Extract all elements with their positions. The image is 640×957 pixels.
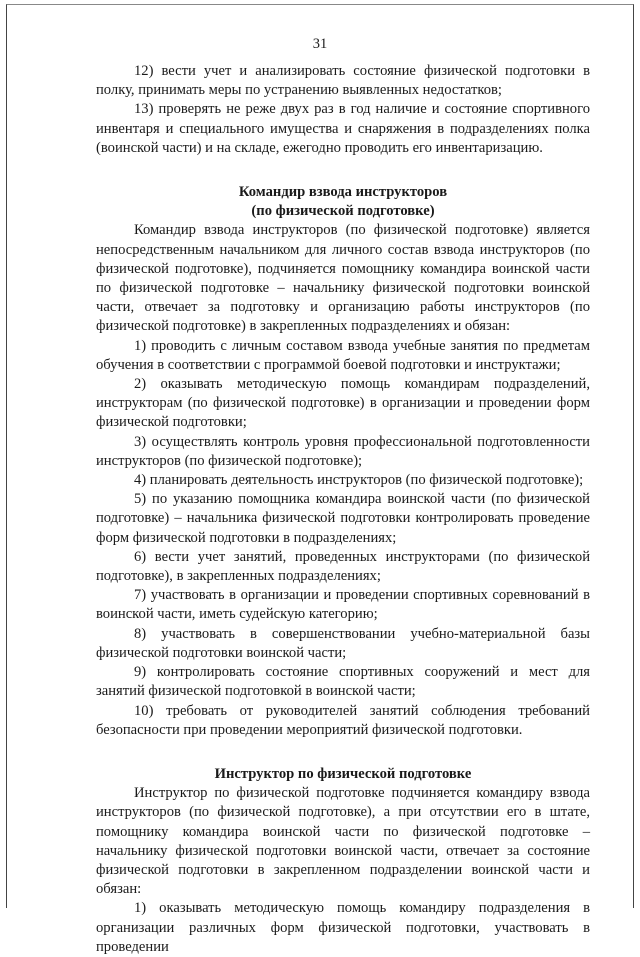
platoon-duty-9: 9) контролировать состояние спортивных сооружений и мест для занятий физической подготовкой в воинской части; — [96, 664, 590, 700]
platoon-duty-8: 8) участвовать в совершенствовании учебно-материальной базы физической подготовки воинской части; — [96, 625, 590, 661]
section-heading-platoon-line1: Командир взвода инструкторов — [238, 184, 448, 201]
platoon-duty-3: 3) осуществлять контроль уровня профессиональной подготовленности инструкторов (по физической подготовке); — [96, 433, 590, 469]
platoon-duty-4: 4) планировать деятельность инструкторов (по физической подготовке); — [134, 472, 584, 489]
document-body — [96, 62, 590, 957]
platoon-duty-7: 7) участвовать в организации и проведении спортивных соревнований в воинской части, иметь судейскую категорию; — [96, 587, 590, 623]
paragraph-item-12: 12) вести учет и анализировать состояние физической подготовки в полку, принимать меры по устранению выявленных недостатков; — [96, 63, 590, 99]
platoon-duty-1: 1) проводить с личным составом взвода учебные занятия по предметам обучения в соответствии с программой боевой подготовки и инструктажи; — [96, 337, 590, 373]
platoon-duty-2: 2) оказывать методическую помощь командирам подразделений, инструкторам (по физической подготовке) в организации и проведении форм физической подготовки; — [96, 376, 590, 431]
section-heading-platoon-line2: (по физической подготовке) — [251, 203, 435, 220]
platoon-duty-6: 6) вести учет занятий, проведенных инструкторами (по физической подготовке), в закрепленных подразделениях; — [96, 548, 590, 585]
section-heading-instructor: Инструктор по физической подготовке — [214, 765, 472, 782]
instructor-intro-paragraph: Инструктор по физической подготовке подчиняется командиру взвода инструкторов (по физической подготовке), а при отсутствии его в штате, помощнику командира воинской части по физической подготовке – начальнику физической подготовки воинской части, отвечает за состояние физической подготовки в закрепленном подразделении воинской части и обязан: — [96, 785, 590, 898]
platoon-duty-10: 10) требовать от руководителей занятий соблюдения требований безопасности при проведении мероприятий физической подготовки. — [96, 702, 590, 738]
page-number: 31 — [312, 36, 328, 52]
instructor-duty-1: 1) оказывать методическую помощь командиру подразделения в организации различных форм физической подготовки, участвовать в проведении — [96, 900, 590, 955]
paragraph-item-13: 13) проверять не реже двух раз в год наличие и состояние спортивного инвентаря и специального имущества и снаряжения в подразделениях полка (воинской части) и на складе, ежегодно проводить его инвентаризацию. — [96, 101, 590, 156]
platoon-intro-paragraph: Командир взвода инструкторов (по физической подготовке) является непосредственным начальником для личного состав взвода инструкторов (по физической подготовке), подчиняется помощнику командира воинской части по физической подготовке – начальнику физической подготовки воинской части, отвечает за подготовку и организацию работы инструкторов (по физической подготовке) в закрепленных подразделениях и обязан: — [96, 222, 590, 335]
platoon-duty-5: 5) по указанию помощника командира воинской части (по физической подготовке) – начальника физической подготовки контролировать проведение форм физической подготовки в подразделениях; — [96, 491, 590, 546]
